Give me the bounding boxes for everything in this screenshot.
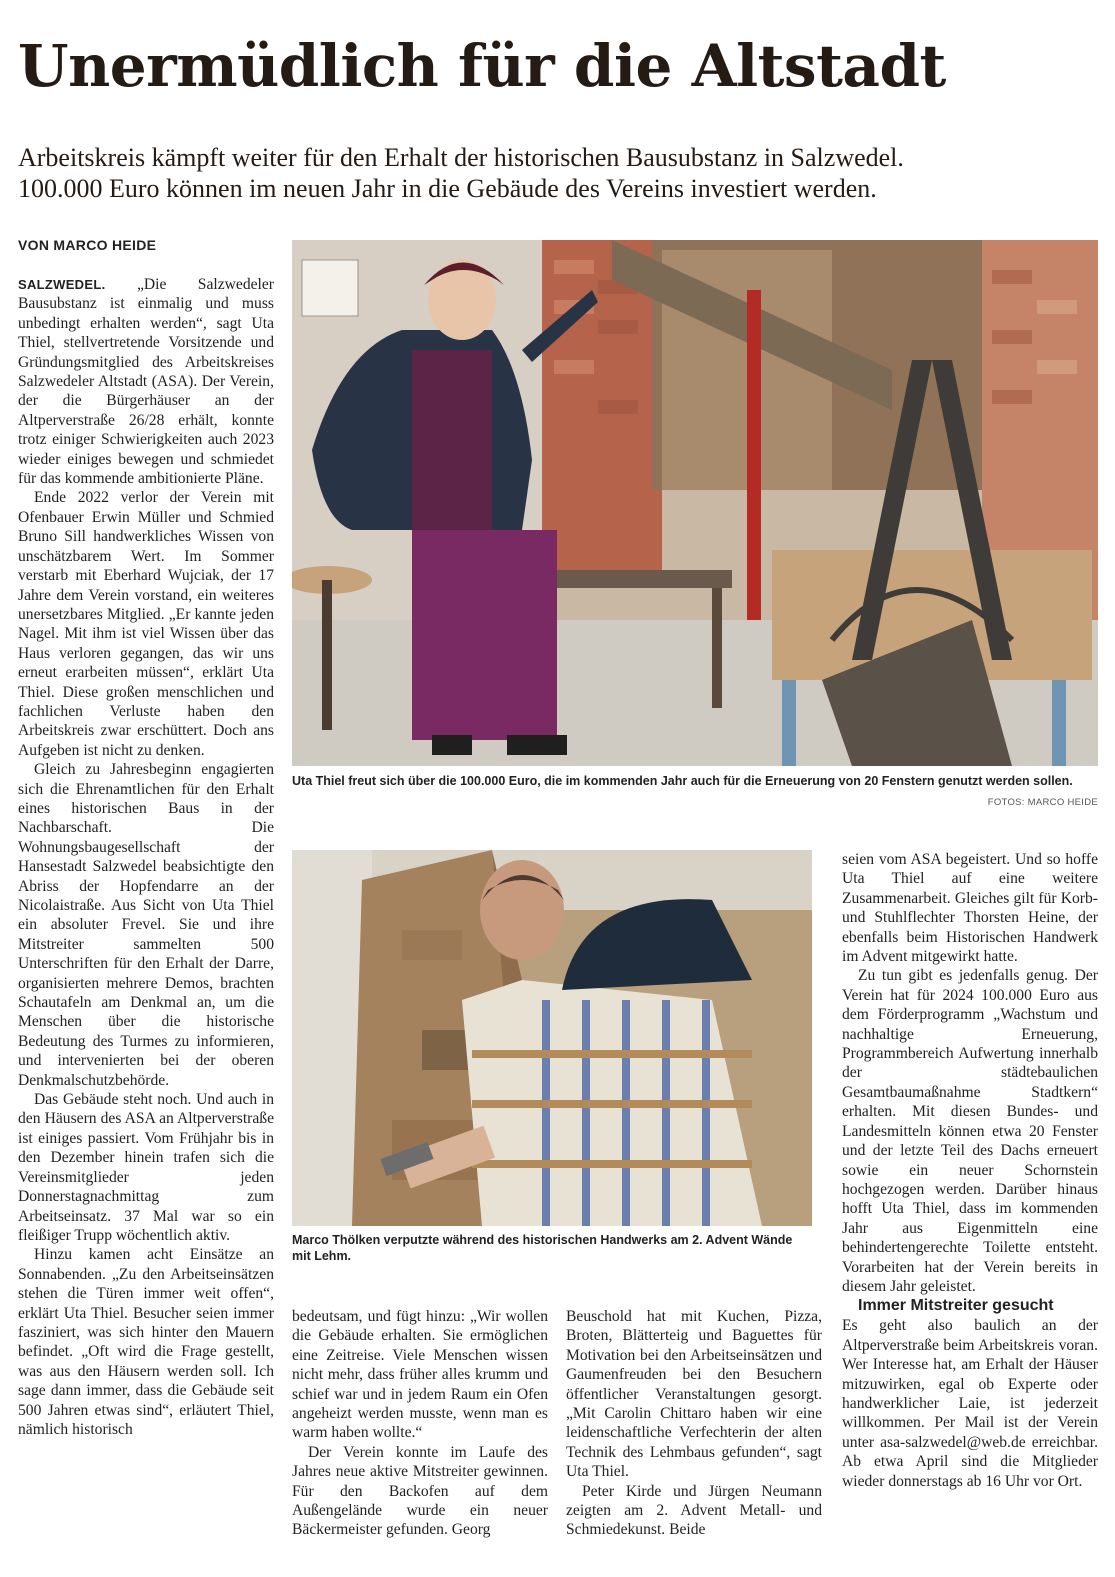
paragraph: Das Gebäude steht noch. Und auch in den Häusern des ASA an Altperverstraße ist einiges passiert. Vom Frühjahr bis in den Dezember hinein trafen sich die Vereinsmitglieder jeden Donnerstagnachmittag zum Arbeitseinsatz. 37 Mal war so ein fleißiger Trupp wöchentlich aktiv. [18,1091,274,1244]
photo-marco-thoelken-image [292,850,812,1226]
photo-caption-2: Marco Thölken verputzte während des historischen Handwerks am 2. Advent Wände mit Lehm. [292,1233,793,1263]
photo-uta-thiel [292,240,1098,766]
paragraph: seien vom ASA begeistert. Und so hoffe Uta Thiel auf eine weitere Zusammenarbeit. Gleiches gilt für Korb- und Stuhlflechter Thorsten Heine, der ebenfalls beim Historischen Handwerk im Advent mitgewirkt hatte. [842,851,1098,966]
article-column-2 [292,1307,548,1572]
paragraph [18,275,274,488]
subheadline-line-1: Arbeitskreis kämpft weiter für den Erhalt der historischen Bausubstanz in Salzwedel. [18,143,904,172]
photo-caption-1: Uta Thiel freut sich über die 100.000 Euro, die im kommenden Jahr auch für die Erneuerung von 20 Fenstern genutzt werden sollen. [292,774,1073,788]
paragraph: Zu tun gibt es jedenfalls genug. Der Verein hat für 2024 100.000 Euro aus dem Förderprogramm „Wachstum und nachhaltige Erneuerung, Programmbereich Aufwertung innerhalb der städtebaulichen Gesamtbaumaßnahme Stadtkern“ erhalten. Mit diesen Bundes- und Landesmitteln können etwa 20 Fenster und der letzte Teil des Dachs erneuert sowie ein neuer Schornstein hochgezogen werden. Darüber hinaus hofft Uta Thiel, dass im kommenden Jahr aus Eigenmitteln eine behindertengerechte Toilette entsteht. Vorarbeiten hat der Verein bereits in diesem Jahr geleistet. [842,967,1098,1295]
article-column-4 [842,850,1098,1572]
paragraph: Hinzu kamen acht Einsätze an Sonnabenden. „Zu den Arbeitseinsätzen stehen die Türen immer weit offen“, erklärt Uta Thiel. Besucher seien immer fasziniert, was sich hinter den Mauern befindet. „Oft wird die Frage gestellt, was aus den Häusern werden soll. Ich sage dann immer, dass die Gebäude seit 500 Jahren etwas sind“, erläutert Thiel, nämlich historisch [18,1246,274,1438]
paragraph: Es geht also baulich an der Altperverstraße beim Arbeitskreis voran. Wer Interesse hat, am Erhalt der Häuser mitzuwirken, egal ob Experte oder handwerklicher Laie, ist jederzeit willkommen. Per Mail ist der Verein unter asa-salzwedel@web.de erreichbar. Ab etwa April sind die Mitglieder wieder donnerstags ab 16 Uhr vor Ort. [842,1317,1098,1490]
paragraph-text: „Die Salzwedeler Bausubstanz ist einmalig und muss unbedingt erhalten werden“, sagt Uta Thiel, stellvertretende Vorsitzende und Gründungsmitglied des Arbeitskreises Salzwedeler Altstadt (ASA). Der Verein, der die Bürgerhäuser an der Altperverstraße 26/28 erhält, konnte trotz einiger Schwierigkeiten auch 2023 wieder einiges bewegen und schmiedet für das kommende ambitionierte Pläne. [18,276,274,488]
article-column-3 [566,1307,822,1572]
article-column-1 [18,275,274,1570]
paragraph: Peter Kirde und Jürgen Neumann zeigten am 2. Advent Metall- und Schmiedekunst. Beide [566,1482,822,1539]
headline: Unermüdlich für die Altstadt [18,32,946,100]
paragraph: Gleich zu Jahresbeginn engagierten sich die Ehrenamtlichen für den Erhalt eines historischen Baus in der Nachbarschaft. Die Wohnungsbaugesellschaft der Hansestadt Salzwedel beabsichtigte den Abriss der Hopfendarre an der Nicolaistraße. Aus Sicht von Uta Thiel ein absoluter Frevel. Sie und ihre Mitstreiter sammelten 500 Unterschriften für den Erhalt der Darre, organisierten mehrere Demos, brachten Schautafeln am Denkmal an, um die Menschen über die historische Bedeutung des Turmes zu informieren, und intervenierten bei der oberen Denkmalschutzbehörde. [18,761,274,1089]
section-subhead: Immer Mitstreiter gesucht [858,1297,1054,1315]
paragraph: bedeutsam, und fügt hinzu: „Wir wollen die Gebäude erhalten. Sie ermöglichen eine Zeitreise. Viele Menschen wissen nicht mehr, dass früher alles krumm und schief war und in jedem Raum ein Ofen angeheizt werden musste, wenn man es warm haben wollte.“ [292,1308,548,1442]
byline: VON MARCO HEIDE [18,237,157,253]
paragraph: Der Verein konnte im Laufe des Jahres neue aktive Mitstreiter gewinnen. Für den Backofen auf dem Außengelände wurde ein neuer Bäckermeister gefunden. Georg [292,1443,548,1539]
photo-credit: FOTOS: MARCO HEIDE [987,797,1098,808]
photo-marco-thoelken [292,850,812,1226]
dateline: SALZWEDEL. [18,277,106,292]
paragraph: Beuschold hat mit Kuchen, Pizza, Broten, Blätterteig und Baguettes für Motivation bei den Arbeitseinsätzen und Gaumenfreuden bei den Besuchern öffentlicher Veranstaltungen gesorgt. „Mit Carolin Chittaro haben wir eine leidenschaftliche Verfechterin der alten Technik des Lehmbaus gefunden“, sagt Uta Thiel. [566,1308,822,1481]
paragraph: Ende 2022 verlor der Verein mit Ofenbauer Erwin Müller und Schmied Bruno Sill handwerkliches Wissen von unschätzbarem Wert. Im Sommer verstarb mit Eberhard Wujciak, der 17 Jahre dem Verein vorstand, ein weiteres unersetzbares Mitglied. „Er kannte jeden Nagel. Mit ihm ist viel Wissen über das Haus verloren gegangen, das wir uns erneut erarbeiten müssen“, erklärt Uta Thiel. Diese großen menschlichen und fachlichen Verluste haben den Arbeitskreis zwar erschüttert. Doch ans Aufgeben ist nicht zu denken. [18,489,274,759]
photo-uta-thiel-image [292,240,1098,766]
subheadline-line-2: 100.000 Euro können im neuen Jahr in die Gebäude des Vereins investiert werden. [18,174,877,203]
